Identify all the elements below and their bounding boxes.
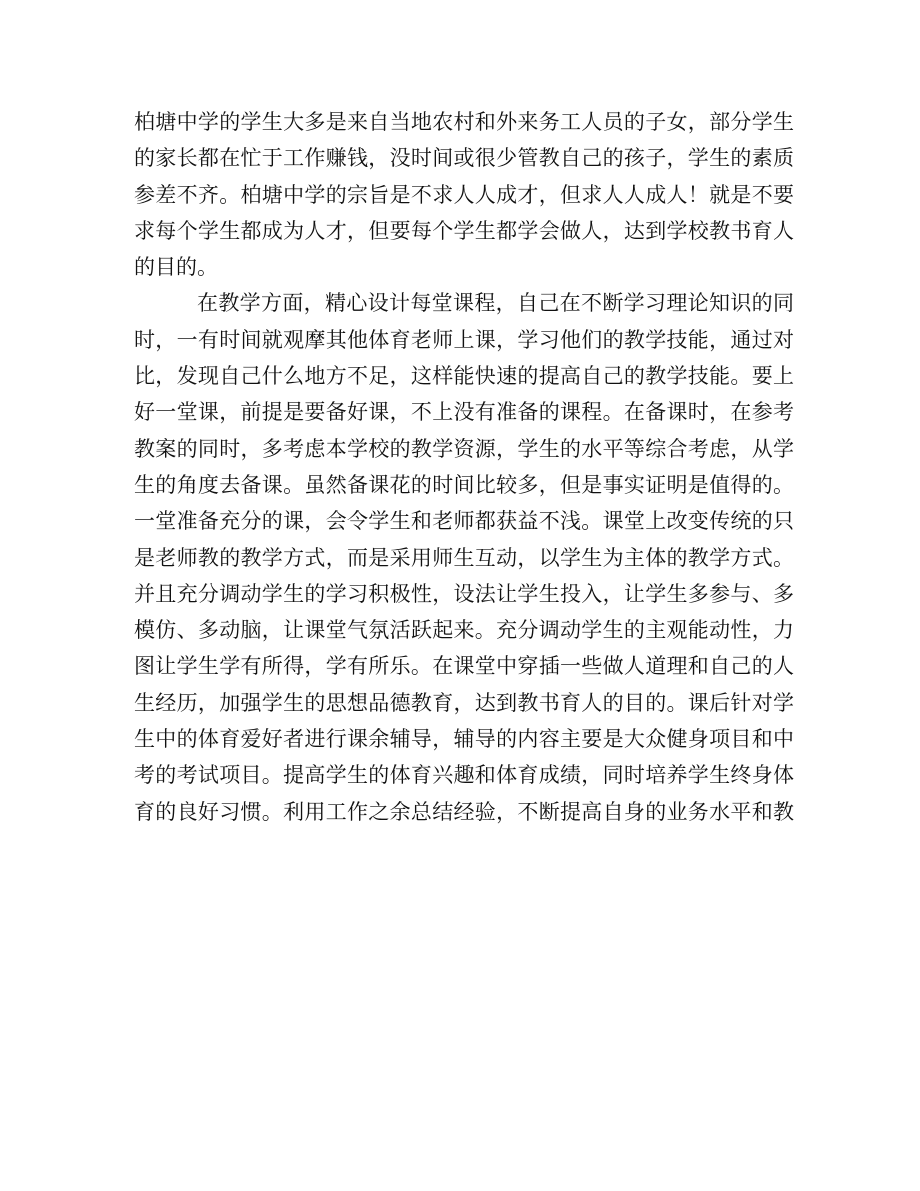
text-line: 柏塘中学的学生大多是来自当地农村和外来务工人员的子女，部分学生	[134, 110, 794, 134]
text-line: 的目的。	[134, 255, 218, 280]
text-line: 在教学方面，精心设计每堂课程，自己在不断学习理论知识的同	[197, 291, 794, 316]
text-line: 的家长都在忙于工作赚钱，没时间或很少管教自己的孩子，学生的素质	[134, 146, 794, 171]
paragraph-2	[134, 285, 794, 829]
text-line: 生经历，加强学生的思想品德教育，达到教书育人的目的。课后针对学	[134, 690, 794, 715]
text-line: 并且充分调动学生的学习积极性，设法让学生投入，让学生多参与、多	[134, 581, 794, 606]
text-line: 比，发现自己什么地方不足，这样能快速的提高自己的教学技能。要上	[134, 364, 794, 389]
text-line: 参差不齐。柏塘中学的宗旨是不求人人成才，但求人人成人！就是不要	[134, 182, 794, 207]
text-line: 育的良好习惯。利用工作之余总结经验，不断提高自身的业务水平和教	[134, 799, 794, 824]
text-line: 生中的体育爱好者进行课余辅导，辅导的内容主要是大众健身项目和中	[134, 727, 794, 752]
body-text	[134, 104, 794, 830]
text-line: 考的考试项目。提高学生的体育兴趣和体育成绩，同时培养学生终身体	[134, 763, 794, 788]
text-line: 教案的同时，多考虑本学校的教学资源，学生的水平等综合考虑，从学	[134, 436, 794, 461]
text-line: 是老师教的教学方式，而是采用师生互动，以学生为主体的教学方式。	[134, 545, 794, 570]
text-line: 模仿、多动脑，让课堂气氛活跃起来。充分调动学生的主观能动性，力	[134, 618, 794, 643]
text-line: 求每个学生都成为人才，但要每个学生都学会做人，达到学校教书育人	[134, 218, 794, 243]
text-line: 图让学生学有所得，学有所乐。在课堂中穿插一些做人道理和自己的人	[134, 654, 794, 679]
text-line: 一堂准备充分的课，会令学生和老师都获益不浅。课堂上改变传统的只	[134, 509, 794, 534]
text-line: 生的角度去备课。虽然备课花的时间比较多，但是事实证明是值得的。	[134, 472, 794, 497]
text-line: 好一堂课，前提是要备好课，不上没有准备的课程。在备课时，在参考	[134, 400, 794, 425]
text-line: 时，一有时间就观摩其他体育老师上课，学习他们的教学技能，通过对	[134, 327, 794, 352]
paragraph-1	[134, 104, 794, 285]
